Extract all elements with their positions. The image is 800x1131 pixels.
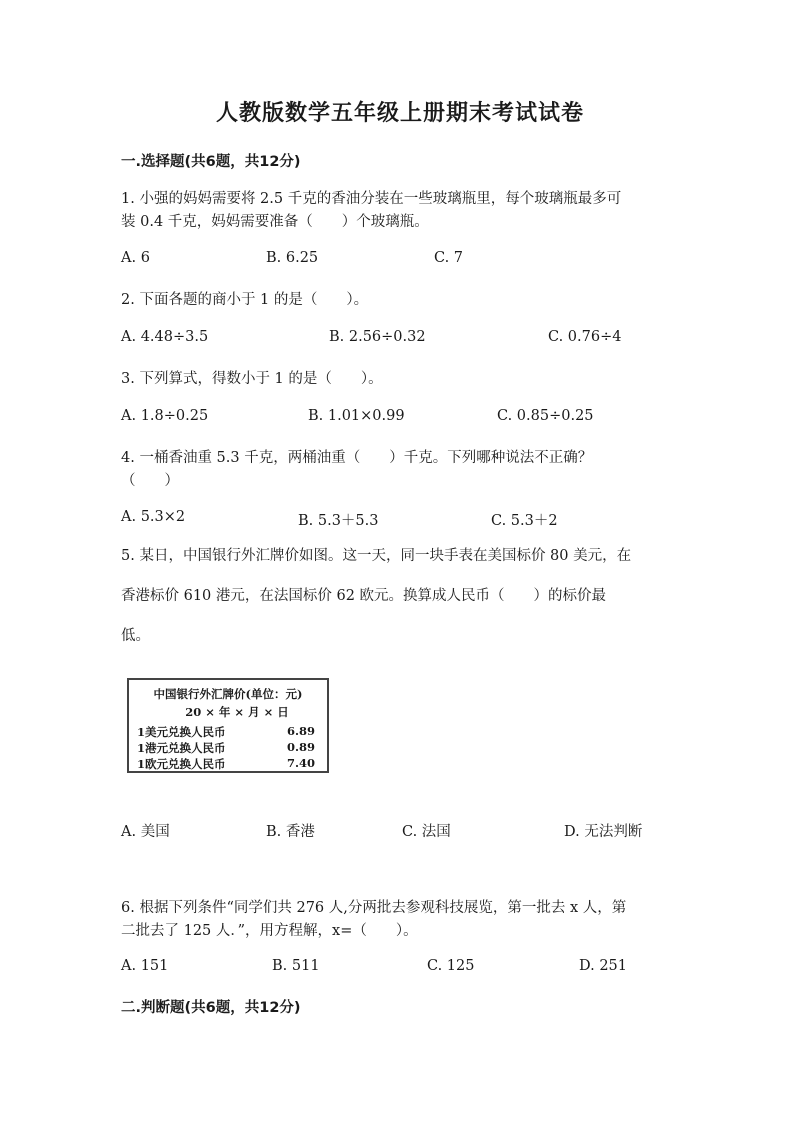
question-text: 6. 根据下列条件“同学们共 276 人,分两批去参观科技展览，第一批去 x 人，第 [121,900,627,916]
option-c[interactable]: C. 0.85÷0.25 [497,408,594,424]
option-c[interactable]: C. 0.76÷4 [548,329,622,345]
option-a[interactable]: A. 1.8÷0.25 [121,408,209,424]
option-a[interactable]: A. 151 [121,958,169,974]
option-a[interactable]: A. 美国 [121,824,170,840]
option-b[interactable]: B. 6.25 [266,250,319,266]
option-c[interactable]: C. 法国 [402,824,451,840]
question-3-options [121,408,681,430]
section-heading-judgment: 二.判断题(共6题，共12分) [121,1000,301,1016]
option-b[interactable]: B. 5.3＋5.3 [298,513,379,529]
rate-value: 0.89 [287,740,316,754]
question-text: 2. 下面各题的商小于 1 的是（ ）。 [121,292,369,308]
option-d[interactable]: D. 无法判断 [564,824,643,840]
question-5-options [121,820,681,842]
page-title: 人教版数学五年级上册期末考试试卷 [215,101,584,126]
table-title: 中国银行外汇牌价(单位：元) [153,687,303,701]
table-date: 20 × 年 × 月 × 日 [185,705,289,719]
exchange-rate-table [127,678,329,773]
option-c[interactable]: C. 5.3＋2 [491,513,558,529]
option-c[interactable]: C. 7 [434,250,464,266]
table-row [137,756,323,772]
question-1-options [121,250,681,272]
question-text: 3. 下列算式，得数小于 1 的是（ ）。 [121,371,383,387]
option-c[interactable]: C. 125 [427,958,475,974]
question-text: 5. 某日，中国银行外汇牌价如图。这一天，同一块手表在美国标价 80 美元，在 [121,548,632,564]
question-text: 低。 [121,628,150,644]
option-a[interactable]: A. 5.3×2 [121,509,186,525]
option-b[interactable]: B. 1.01×0.99 [308,408,405,424]
question-text: 二批去了 125 人．”，用方程解，x=（ ）。 [121,923,418,939]
option-a[interactable]: A. 4.48÷3.5 [121,329,209,345]
option-d[interactable]: D. 251 [579,958,628,974]
question-4 [121,447,681,493]
question-5 [121,536,681,656]
option-b[interactable]: B. 2.56÷0.32 [329,329,426,345]
question-text: （ ） [121,473,179,489]
question-text: 香港标价 610 港元，在法国标价 62 欧元。换算成人民币（ ）的标价最 [121,588,607,604]
option-a[interactable]: A. 6 [121,250,150,266]
question-2-options [121,329,681,351]
table-row [137,724,323,740]
rate-value: 7.40 [287,756,316,770]
question-1 [121,188,681,234]
option-b[interactable]: B. 香港 [266,824,315,840]
question-text: 4. 一桶香油重 5.3 千克，两桶油重（ ）千克。下列哪种说法不正确？ [121,450,593,466]
question-text: 装 0.4 千克，妈妈需要准备（ ）个玻璃瓶。 [121,214,429,230]
question-6-options [121,958,681,980]
rate-label: 1港元兑换人民币 [137,741,226,755]
rate-label: 1美元兑换人民币 [137,725,226,739]
question-2 [121,289,681,312]
question-text: 1. 小强的妈妈需要将 2.5 千克的香油分装在一些玻璃瓶里，每个玻璃瓶最多可 [121,191,622,207]
rate-label: 1欧元兑换人民币 [137,757,226,771]
rate-value: 6.89 [287,724,316,738]
question-4-options [121,509,681,531]
question-6 [121,897,681,943]
question-3 [121,368,681,391]
option-b[interactable]: B. 511 [272,958,320,974]
table-row [137,740,323,756]
section-heading-choice: 一.选择题(共6题，共12分) [121,154,301,170]
